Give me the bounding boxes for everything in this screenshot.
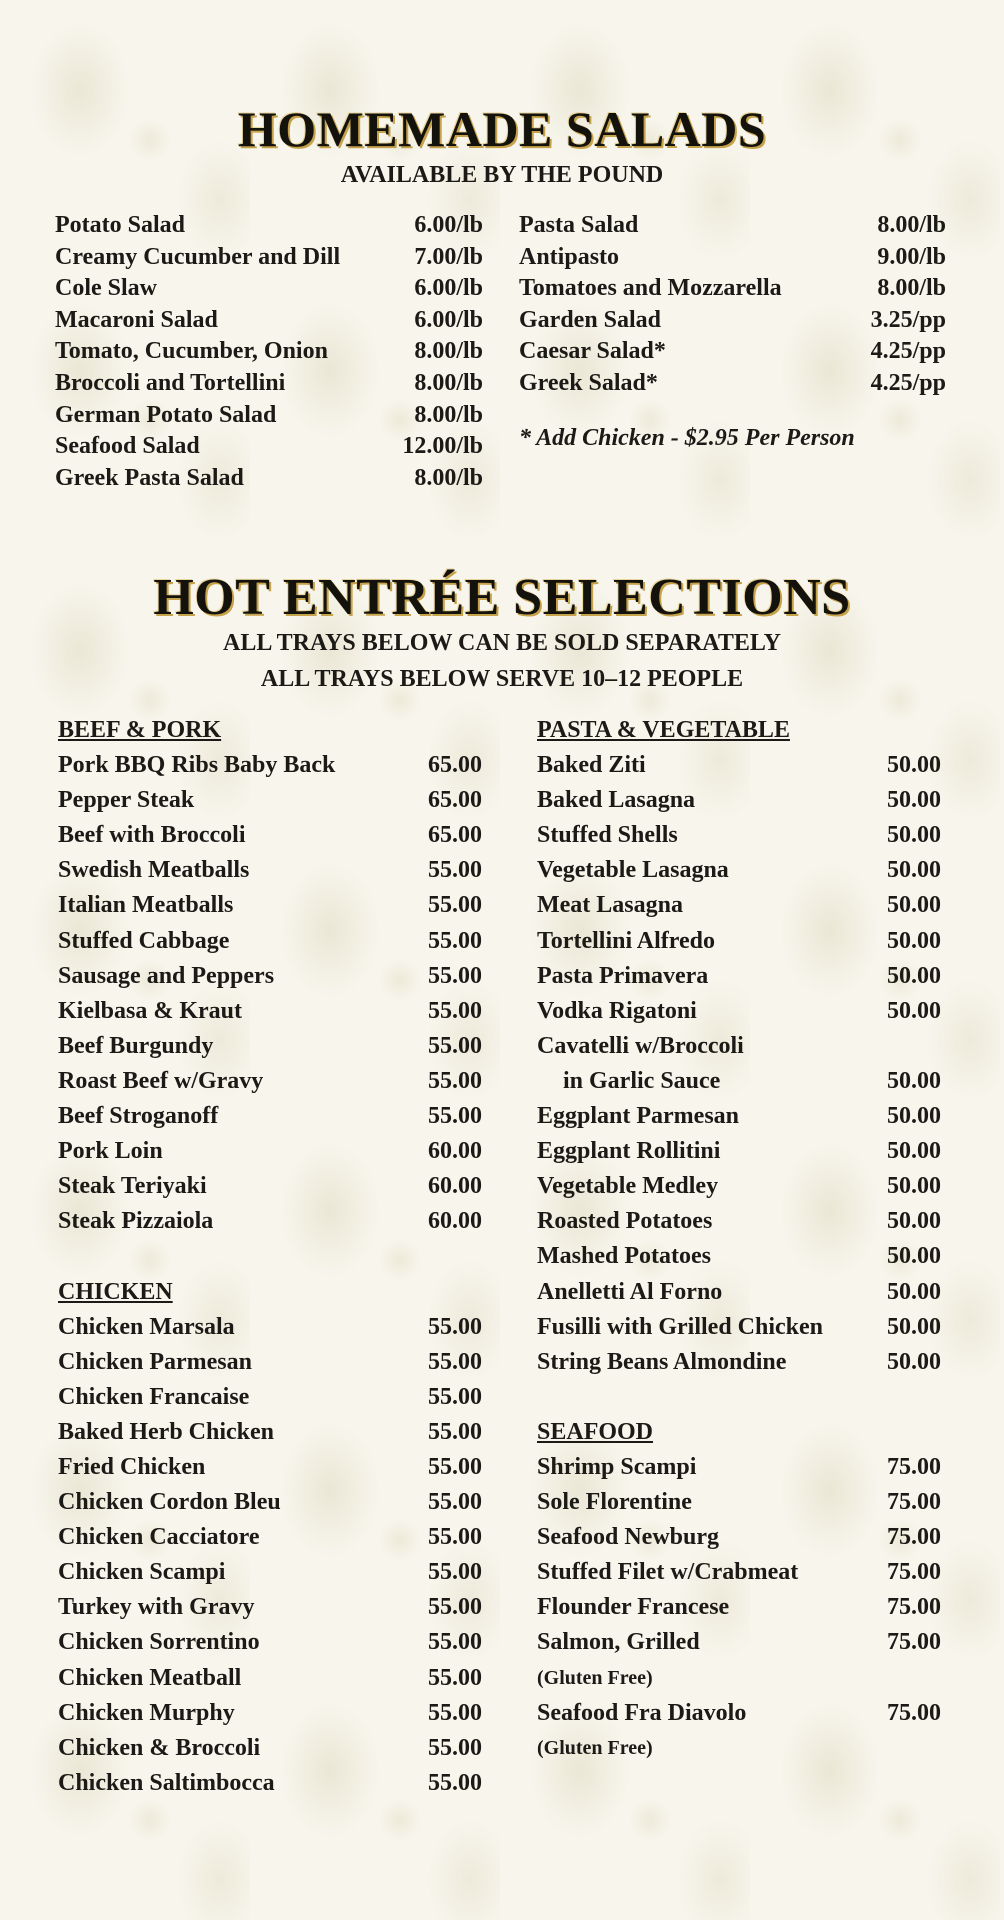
menu-item bbox=[537, 1310, 941, 1345]
menu-item bbox=[58, 1064, 482, 1099]
item-price: 8.00/lb bbox=[877, 212, 946, 238]
salads-right-column bbox=[519, 210, 946, 400]
item-name: Roasted Potatoes bbox=[537, 1208, 713, 1235]
menu-item bbox=[537, 1625, 941, 1660]
section-spacer bbox=[58, 1239, 482, 1274]
menu-item bbox=[58, 1625, 482, 1660]
item-name: Pork Loin bbox=[58, 1138, 163, 1165]
menu-item bbox=[537, 924, 941, 959]
item-price: 50.00 bbox=[887, 1278, 941, 1305]
menu-item bbox=[58, 1380, 482, 1415]
item-price: 8.00/lb bbox=[414, 338, 483, 365]
item-name: Chicken Scampi bbox=[58, 1559, 226, 1586]
menu-item bbox=[58, 1345, 482, 1380]
salad-item bbox=[55, 273, 483, 305]
menu-item bbox=[537, 888, 941, 923]
beef-pork-heading: BEEF & PORK bbox=[58, 717, 222, 743]
entrees-left-column bbox=[58, 713, 482, 1801]
salads-subtitle: AVAILABLE BY THE POUND bbox=[340, 162, 664, 188]
add-chicken-note: * Add Chicken - $2.95 Per Person bbox=[519, 425, 855, 451]
item-price: 3.25/pp bbox=[870, 306, 946, 333]
menu-item bbox=[537, 959, 941, 994]
item-name: Chicken Sorrentino bbox=[58, 1629, 260, 1656]
menu-item bbox=[58, 1415, 482, 1450]
salad-item bbox=[55, 210, 483, 242]
item-name: Baked Lasagna bbox=[537, 787, 696, 814]
item-price: 8.00/lb bbox=[414, 401, 483, 428]
item-price: 60.00 bbox=[428, 1173, 482, 1200]
item-price: 55.00 bbox=[428, 892, 482, 919]
item-name: Stuffed Cabbage bbox=[58, 927, 230, 954]
menu-item bbox=[58, 924, 482, 959]
chicken-heading: CHICKEN bbox=[58, 1278, 173, 1305]
salad-item bbox=[519, 305, 946, 337]
item-price: 50.00 bbox=[887, 787, 941, 814]
item-price: 55.00 bbox=[428, 1489, 482, 1516]
section-spacer bbox=[537, 1380, 941, 1415]
item-name: Seafood Salad bbox=[55, 433, 200, 460]
menu-item bbox=[537, 1275, 941, 1310]
menu-item bbox=[58, 1520, 482, 1555]
salad-item bbox=[519, 210, 946, 242]
item-price: 65.00 bbox=[428, 822, 482, 849]
salad-item bbox=[55, 431, 483, 463]
item-price: 6.00/lb bbox=[414, 275, 483, 302]
item-name: Chicken Parmesan bbox=[58, 1348, 252, 1375]
item-name: Flounder Francese bbox=[537, 1594, 730, 1621]
item-price: 8.00/lb bbox=[414, 464, 483, 491]
menu-item bbox=[58, 959, 482, 994]
menu-item bbox=[58, 1204, 482, 1239]
salad-item bbox=[55, 242, 483, 274]
item-name: Chicken Marsala bbox=[58, 1313, 235, 1340]
item-name: Tortellini Alfredo bbox=[537, 927, 716, 954]
item-name: Baked Herb Chicken bbox=[58, 1418, 275, 1445]
item-price: 50.00 bbox=[887, 1313, 941, 1340]
item-name: Tomato, Cucumber, Onion bbox=[55, 338, 328, 365]
item-price: 50.00 bbox=[887, 1103, 941, 1130]
item-price: 55.00 bbox=[428, 1313, 482, 1340]
item-name: Beef Stroganoff bbox=[58, 1103, 219, 1130]
item-name: Broccoli and Tortellini bbox=[55, 369, 286, 396]
item-name: Fried Chicken bbox=[58, 1453, 206, 1480]
item-name: Chicken Saltimbocca bbox=[58, 1769, 275, 1796]
seafood-heading: SEAFOOD bbox=[537, 1418, 654, 1445]
item-price: 55.00 bbox=[428, 962, 482, 989]
item-price: 7.00/lb bbox=[414, 243, 483, 270]
item-name: Chicken Cordon Bleu bbox=[58, 1489, 281, 1516]
item-price: 55.00 bbox=[428, 857, 482, 884]
menu-item bbox=[537, 1450, 941, 1485]
item-name: Macaroni Salad bbox=[55, 306, 218, 333]
menu-item bbox=[58, 1661, 482, 1696]
item-price: 50.00 bbox=[887, 962, 941, 989]
item-price: 50.00 bbox=[887, 857, 941, 884]
item-name: Chicken Francaise bbox=[58, 1383, 250, 1410]
menu-item bbox=[537, 1169, 941, 1204]
item-price: 60.00 bbox=[428, 1138, 482, 1165]
item-price: 50.00 bbox=[887, 892, 941, 919]
item-price: 75.00 bbox=[887, 1629, 941, 1656]
item-name: Cavatelli w/Broccoli bbox=[537, 1032, 744, 1059]
item-name: Chicken Murphy bbox=[58, 1699, 235, 1726]
item-name: Pasta Salad bbox=[519, 212, 639, 238]
item-price: 55.00 bbox=[428, 1067, 482, 1094]
menu-item bbox=[537, 1345, 941, 1380]
item-price: 75.00 bbox=[887, 1489, 941, 1516]
item-name: German Potato Salad bbox=[55, 401, 277, 428]
menu-item bbox=[537, 1696, 941, 1731]
salad-item bbox=[519, 273, 946, 305]
salad-item bbox=[519, 368, 946, 400]
item-price: 4.25/pp bbox=[870, 369, 946, 396]
item-price: 50.00 bbox=[887, 1067, 941, 1094]
item-name: Fusilli with Grilled Chicken bbox=[537, 1313, 824, 1340]
menu-item bbox=[58, 1099, 482, 1134]
item-price: 50.00 bbox=[887, 822, 941, 849]
menu-item bbox=[58, 783, 482, 818]
item-price: 75.00 bbox=[887, 1699, 941, 1726]
salad-item bbox=[55, 400, 483, 432]
item-name: Antipasto bbox=[519, 243, 620, 270]
item-name: Steak Pizzaiola bbox=[58, 1208, 214, 1235]
menu-item bbox=[58, 1485, 482, 1520]
item-name: Sausage and Peppers bbox=[58, 962, 275, 989]
item-price: 65.00 bbox=[428, 787, 482, 814]
menu-item bbox=[58, 1590, 482, 1625]
item-price: 55.00 bbox=[428, 1453, 482, 1480]
item-price: 55.00 bbox=[428, 997, 482, 1024]
item-name: Pepper Steak bbox=[58, 787, 195, 814]
item-name: Chicken Cacciatore bbox=[58, 1524, 260, 1551]
item-name: Vodka Rigatoni bbox=[537, 997, 697, 1024]
item-name: Seafood Fra Diavolo bbox=[537, 1699, 747, 1726]
menu-item bbox=[58, 1731, 482, 1766]
item-name: Meat Lasagna bbox=[537, 892, 683, 919]
menu-item bbox=[58, 1555, 482, 1590]
menu-item bbox=[58, 853, 482, 888]
item-price: 6.00/lb bbox=[414, 306, 483, 333]
item-price: 4.25/pp bbox=[870, 338, 946, 365]
item-price: 55.00 bbox=[428, 1524, 482, 1551]
item-price: 50.00 bbox=[887, 997, 941, 1024]
entrees-title: HOT ENTRÉE SELECTIONS bbox=[153, 569, 851, 626]
salad-item bbox=[55, 305, 483, 337]
menu-item bbox=[537, 783, 941, 818]
menu-item bbox=[58, 1310, 482, 1345]
item-name: Roast Beef w/Gravy bbox=[58, 1067, 264, 1094]
item-name: Vegetable Medley bbox=[537, 1173, 719, 1200]
salad-item bbox=[519, 242, 946, 274]
pasta-vegetable-heading: PASTA & VEGETABLE bbox=[537, 717, 790, 743]
item-name: Greek Salad* bbox=[519, 369, 658, 396]
item-price: 50.00 bbox=[887, 752, 941, 779]
item-name: Vegetable Lasagna bbox=[537, 857, 729, 884]
menu-item bbox=[537, 1239, 941, 1274]
item-name: Eggplant Parmesan bbox=[537, 1103, 740, 1130]
item-name: Greek Pasta Salad bbox=[55, 464, 244, 491]
entrees-right-column bbox=[537, 713, 941, 1766]
item-name: Seafood Newburg bbox=[537, 1524, 720, 1551]
item-price: 75.00 bbox=[887, 1594, 941, 1621]
salad-item bbox=[55, 336, 483, 368]
item-price: 8.00/lb bbox=[877, 275, 946, 302]
menu-item bbox=[537, 853, 941, 888]
menu-item bbox=[58, 888, 482, 923]
menu-item bbox=[58, 1029, 482, 1064]
menu-item bbox=[537, 1099, 941, 1134]
menu-item bbox=[58, 748, 482, 783]
item-name: Caesar Salad* bbox=[519, 338, 666, 365]
item-name: Steak Teriyaki bbox=[58, 1173, 207, 1200]
item-price: 55.00 bbox=[428, 1348, 482, 1375]
salad-item bbox=[55, 463, 483, 495]
item-price: 75.00 bbox=[887, 1524, 941, 1551]
item-price: 55.00 bbox=[428, 1032, 482, 1059]
item-price: 55.00 bbox=[428, 1699, 482, 1726]
item-price: 55.00 bbox=[428, 1769, 482, 1796]
item-name: Stuffed Filet w/Crabmeat bbox=[537, 1559, 799, 1586]
item-price: 60.00 bbox=[428, 1208, 482, 1235]
menu-item bbox=[58, 1169, 482, 1204]
salad-item bbox=[55, 368, 483, 400]
menu-item bbox=[58, 994, 482, 1029]
menu-item bbox=[537, 1204, 941, 1239]
menu-item bbox=[537, 1134, 941, 1169]
gluten-free-note bbox=[537, 1661, 941, 1696]
item-name: Pasta Primavera bbox=[537, 962, 709, 989]
item-name: Chicken Meatball bbox=[58, 1664, 242, 1691]
item-price: 75.00 bbox=[887, 1559, 941, 1586]
item-price: 50.00 bbox=[887, 927, 941, 954]
item-price: 50.00 bbox=[887, 1208, 941, 1235]
item-name: Creamy Cucumber and Dill bbox=[55, 243, 341, 270]
item-name: Kielbasa & Kraut bbox=[58, 997, 242, 1024]
menu-item bbox=[537, 1555, 941, 1590]
menu-item bbox=[537, 1064, 941, 1099]
item-price: 75.00 bbox=[887, 1453, 941, 1480]
item-price: 55.00 bbox=[428, 1383, 482, 1410]
item-name: Eggplant Rollitini bbox=[537, 1138, 721, 1165]
salads-title: HOMEMADE SALADS bbox=[237, 101, 767, 157]
menu-item bbox=[58, 818, 482, 853]
menu-item bbox=[537, 748, 941, 783]
item-name: Italian Meatballs bbox=[58, 892, 234, 919]
item-price: 50.00 bbox=[887, 1138, 941, 1165]
item-price: 8.00/lb bbox=[414, 369, 483, 396]
item-price: 55.00 bbox=[428, 1734, 482, 1761]
salad-item bbox=[519, 336, 946, 368]
gluten-free-note bbox=[537, 1731, 941, 1766]
item-name: in Garlic Sauce bbox=[563, 1067, 721, 1094]
item-name: (Gluten Free) bbox=[537, 1736, 653, 1759]
item-name: Garden Salad bbox=[519, 306, 662, 333]
item-price: 65.00 bbox=[428, 752, 482, 779]
menu-item bbox=[537, 1029, 941, 1064]
menu-item bbox=[58, 1450, 482, 1485]
menu-item bbox=[537, 1520, 941, 1555]
menu-item bbox=[58, 1134, 482, 1169]
item-price: 55.00 bbox=[428, 1559, 482, 1586]
item-price: 50.00 bbox=[887, 1173, 941, 1200]
item-name: Cole Slaw bbox=[55, 275, 157, 302]
menu-item bbox=[58, 1766, 482, 1801]
menu-item bbox=[537, 1590, 941, 1625]
menu-item bbox=[537, 818, 941, 853]
item-name: Swedish Meatballs bbox=[58, 857, 250, 884]
item-name: Baked Ziti bbox=[537, 752, 646, 779]
item-name: (Gluten Free) bbox=[537, 1666, 653, 1689]
item-name: Tomatoes and Mozzarella bbox=[519, 275, 782, 302]
item-name: String Beans Almondine bbox=[537, 1348, 787, 1375]
item-name: Sole Florentine bbox=[537, 1489, 692, 1516]
item-name: Shrimp Scampi bbox=[537, 1453, 697, 1480]
item-name: Mashed Potatoes bbox=[537, 1243, 711, 1270]
item-price: 50.00 bbox=[887, 1243, 941, 1270]
entrees-subtitle-separately: ALL TRAYS BELOW CAN BE SOLD SEPARATELY bbox=[223, 630, 781, 656]
item-price: 55.00 bbox=[428, 1418, 482, 1445]
item-price: 55.00 bbox=[428, 1103, 482, 1130]
item-name: Beef Burgundy bbox=[58, 1032, 214, 1059]
item-name: Salmon, Grilled bbox=[537, 1629, 700, 1656]
item-price: 9.00/lb bbox=[877, 243, 946, 270]
item-name: Stuffed Shells bbox=[537, 822, 678, 849]
item-name: Anelletti Al Forno bbox=[537, 1278, 723, 1305]
item-name: Beef with Broccoli bbox=[58, 822, 246, 849]
item-price: 55.00 bbox=[428, 1664, 482, 1691]
salads-left-column bbox=[55, 210, 483, 494]
item-price: 55.00 bbox=[428, 1629, 482, 1656]
item-name: Potato Salad bbox=[55, 212, 186, 238]
item-name: Pork BBQ Ribs Baby Back bbox=[58, 752, 336, 779]
item-price: 12.00/lb bbox=[402, 433, 483, 460]
item-name: Chicken & Broccoli bbox=[58, 1734, 261, 1761]
item-price: 50.00 bbox=[887, 1348, 941, 1375]
item-price: 6.00/lb bbox=[414, 212, 483, 238]
entrees-subtitle-serves: ALL TRAYS BELOW SERVE 10–12 PEOPLE bbox=[260, 666, 744, 692]
menu-item bbox=[537, 994, 941, 1029]
menu-item bbox=[537, 1485, 941, 1520]
item-price: 55.00 bbox=[428, 1594, 482, 1621]
item-name: Turkey with Gravy bbox=[58, 1594, 255, 1621]
item-price: 55.00 bbox=[428, 927, 482, 954]
menu-item bbox=[58, 1696, 482, 1731]
